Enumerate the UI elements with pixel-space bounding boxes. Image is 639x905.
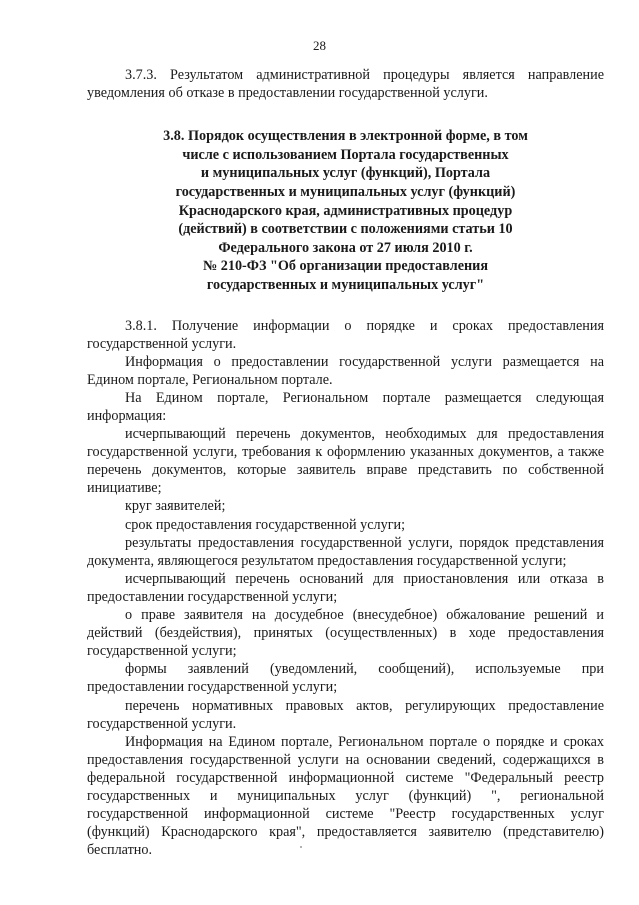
scan-speck xyxy=(300,846,302,848)
list-item-applicants: круг заявителей; xyxy=(125,498,226,515)
heading-line: (действий) в соответствии с положениями статьи 10 xyxy=(178,221,513,238)
heading-line: числе с использованием Портала государственных xyxy=(182,146,509,163)
list-item-refusal-grounds: исчерпывающий перечень оснований для приостановления или отказа в предоставлении государственной услуги; xyxy=(87,570,604,605)
intro-paragraph: 3.7.3. Результатом административной процедуры является направление уведомления об отказе в предоставлении государственной услуги. xyxy=(87,67,604,102)
list-item-appeal-rights: о праве заявителя на досудебное (внесудебное) обжалование решений и действий (бездействия), принятых (осуществленных) в ходе предоставления государственной услуги; xyxy=(87,607,604,660)
heading-line: Федерального закона от 27 июля 2010 г. xyxy=(218,239,473,256)
page-number: 28 xyxy=(313,38,326,53)
list-item-term: срок предоставления государственной услуги; xyxy=(125,516,406,533)
heading-line: Краснодарского края, административных процедур xyxy=(178,202,513,219)
paragraph-info-list-intro: На Едином портале, Региональном портале размещается следующая информация: xyxy=(87,389,604,424)
document-body xyxy=(87,66,604,859)
heading-line: и муниципальных услуг (функций), Портала xyxy=(200,165,491,182)
section-heading xyxy=(87,127,604,294)
list-item-documents: исчерпывающий перечень документов, необходимых для предоставления государственной услуги, требования к оформлению указанных документов, а также перечень документов, которые заявитель вправе представить по собственной инициативе; xyxy=(87,426,604,497)
list-item-forms: формы заявлений (уведомлений, сообщений), используемые при предоставлении государственной услуги; xyxy=(87,661,604,696)
heading-line: 3.8. Порядок осуществления в электронной форме, в том xyxy=(163,128,528,145)
paragraph-free-info: Информация на Едином портале, Региональном портале о порядке и сроках предоставления государственной услуги на основании сведений, содержащихся в федеральной государственной информационной системе "Федеральный реестр государственных и муниципальных услуг (функций) ", региональной государственной информационной системе "Реестр государственных услуг (функций) Краснодарского края", предоставляется заявителю (представителю) бесплатно. xyxy=(87,733,604,859)
heading-line: № 210-ФЗ "Об организации предоставления xyxy=(202,258,489,275)
heading-line: государственных и муниципальных услуг (функций) xyxy=(175,183,516,200)
paragraph-info-placement: Информация о предоставлении государственной услуги размещается на Едином портале, Региональном портале. xyxy=(87,353,604,388)
list-item-results: результаты предоставления государственной услуги, порядок представления документа, являющегося результатом предоставления государственной услуги; xyxy=(87,534,604,569)
list-item-legal-acts: перечень нормативных правовых актов, регулирующих предоставление государственной услуги. xyxy=(87,697,604,732)
heading-line: государственных и муниципальных услуг" xyxy=(206,276,485,293)
paragraph-3-8-1: 3.8.1. Получение информации о порядке и сроках предоставления государственной услуги. xyxy=(87,317,604,352)
